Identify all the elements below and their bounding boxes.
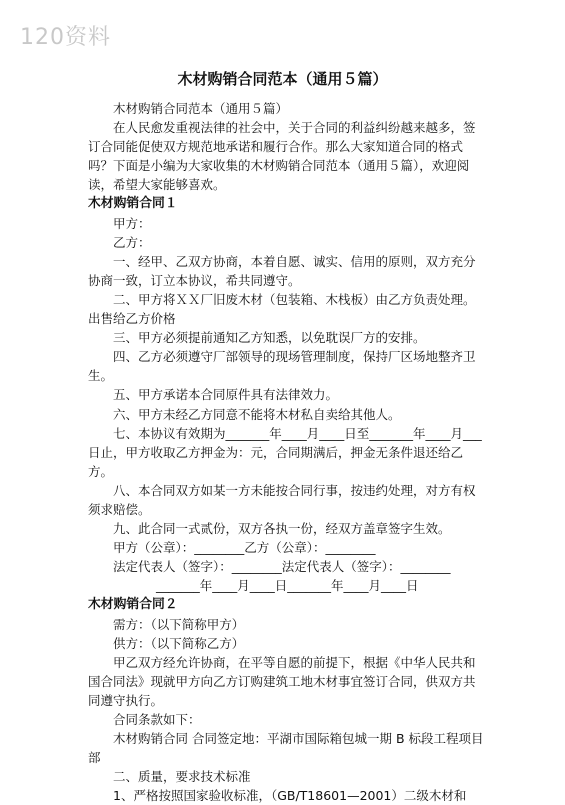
document-title: 木材购销合同范本（通用５篇） xyxy=(177,70,388,88)
paragraph: 四、乙方必须遵守厂部领导的现场管理制度，保持厂区场地整齐卫生。 xyxy=(88,349,476,384)
paragraph: 木材购销合同 合同签定地：平湖市国际箱包城一期 B 标段工程项目部 xyxy=(88,731,484,766)
paragraph: 甲乙双方经允许协商，在平等自愿的前提下，根据《中华人民共和国合同法》现就甲方向乙方订购建筑工地木材事宜签订合同，供双方共同遵守执行。 xyxy=(88,654,476,708)
section-heading: 木材购销合同２ xyxy=(88,597,178,613)
paragraph: 合同条款如下： xyxy=(113,712,201,727)
paragraph: 三、甲方必须提前通知乙方知悉，以免耽误厂方的安排。 xyxy=(113,330,426,346)
paragraph: 乙方： xyxy=(113,234,151,250)
paragraph: 八、本合同双方如某一方未能按合同行事，按违约处理，对方有权须求赔偿。 xyxy=(88,482,476,517)
paragraph: 甲方： xyxy=(113,215,151,231)
document-body xyxy=(88,99,484,805)
paragraph: 甲方（公章）：________乙方（公章）：________ xyxy=(113,540,376,556)
paragraph: 六、甲方未经乙方同意不能将木材私自卖给其他人。 xyxy=(113,406,401,422)
paragraph: 一、经甲、乙双方协商，本着自愿、诚实、信用的原则，双方充分协商一致，订立本协议，希共同遵守。 xyxy=(88,253,476,288)
paragraph: 法定代表人（签字）：________法定代表人（签字）：________ xyxy=(113,559,451,575)
paragraph: 九、此合同一式贰份，双方各执一份，经双方盖章签字生效。 xyxy=(113,521,451,537)
paragraph: 五、甲方承诺本合同原件具有法律效力。 xyxy=(113,387,339,403)
paragraph: 需方：（以下简称甲方） xyxy=(113,616,245,632)
paragraph: 二、甲方将ＸＸ厂旧废木材（包装箱、木栈板）由乙方负责处理。出售给乙方价格 xyxy=(88,291,476,327)
section-heading: 木材购销合同１ xyxy=(88,196,178,212)
paragraph: _______年____月____日_______年____月____日 xyxy=(156,578,419,594)
paragraph: 木材购销合同范本（通用５篇） xyxy=(113,101,289,116)
paragraph: 二、质量，要求技术标准 xyxy=(113,769,251,785)
paragraph: 在人民愈发重视法律的社会中，关于合同的利益纠纷越来越多，签订合同能促使双方规范地承诺和履行合作。那么大家知道合同的格式吗？下面是小编为大家收集的木材购销合同范本（通用５篇），欢迎阅读，希望大家能够喜欢。 xyxy=(88,120,476,193)
watermark-logo: 120资料 xyxy=(20,25,111,50)
paragraph: 七、本协议有效期为_______年____月____日至_______年____月___日止，甲方收取乙方押金为：元，合同期满后，押金无条件退还给乙方。 xyxy=(88,425,482,479)
paragraph: 供方：（以下简称乙方） xyxy=(113,635,245,651)
paragraph: 1、严格按照国家验收标准，（GB/T18601—2001）二级木材和 xyxy=(113,788,467,804)
